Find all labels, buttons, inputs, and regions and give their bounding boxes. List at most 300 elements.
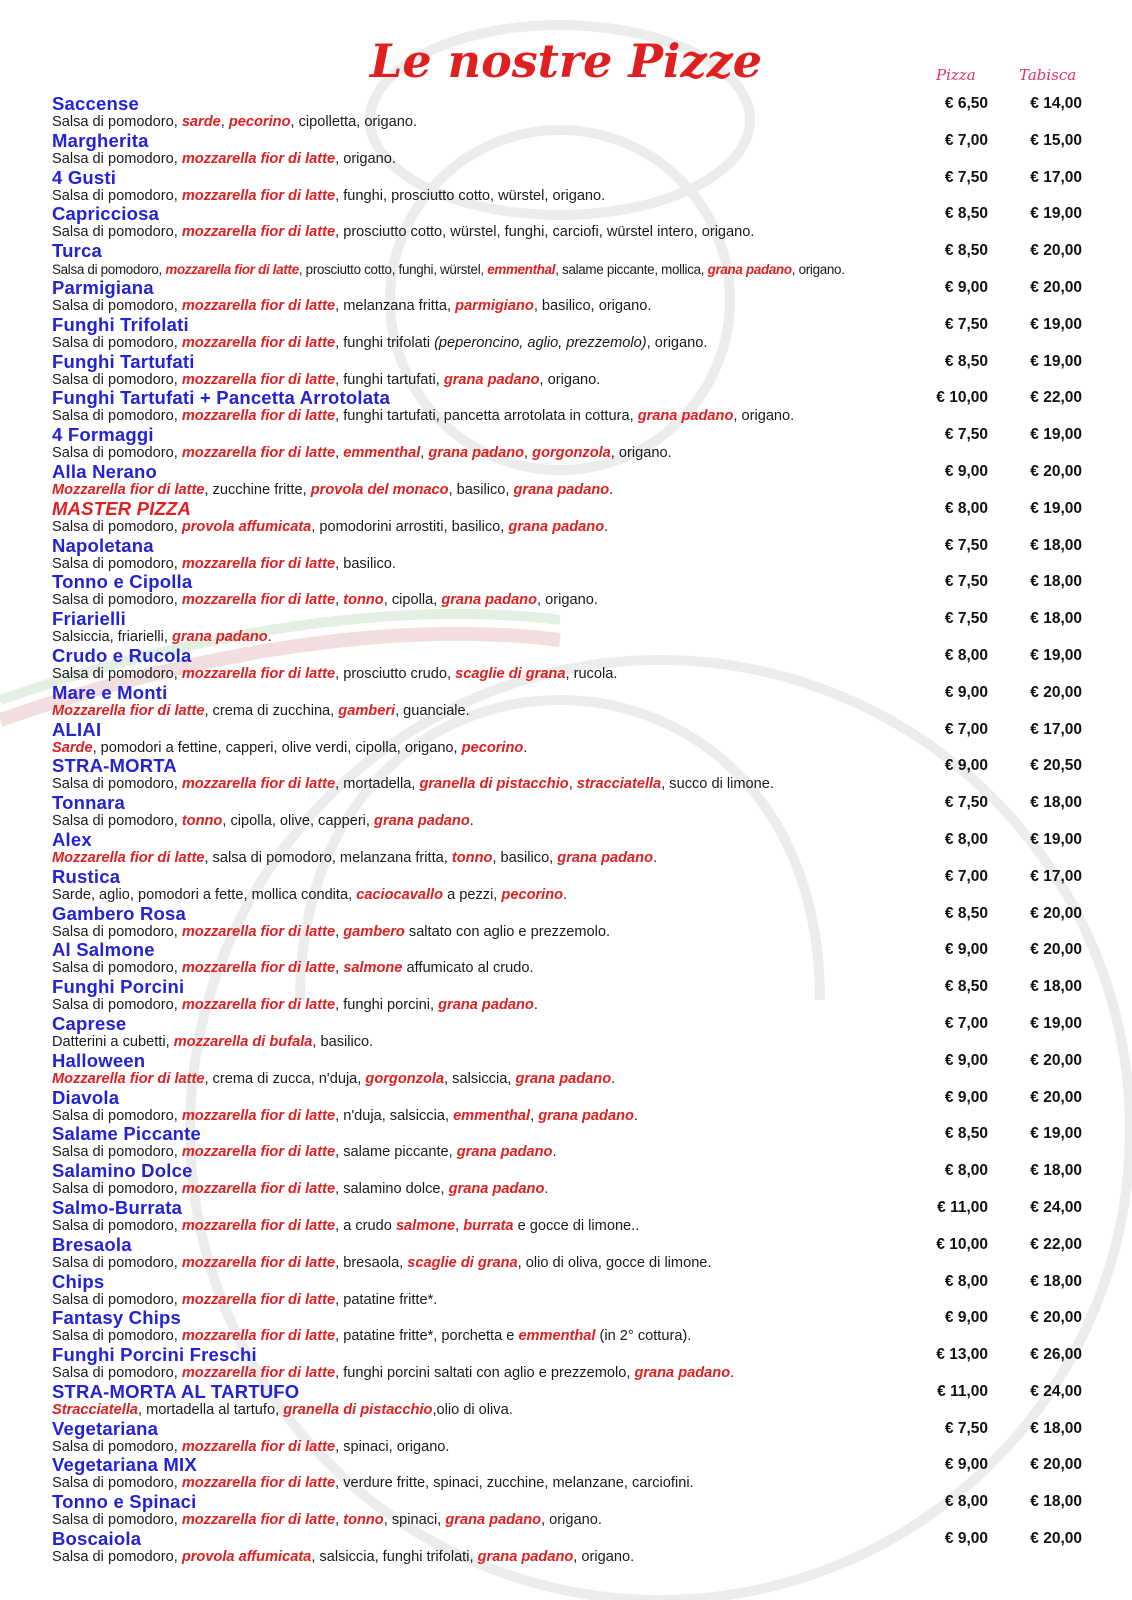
ingredient-text: , origano. [733,408,795,425]
list-item [0,609,1132,646]
pizza-name: Bresaola [52,1233,132,1255]
ingredient-text: Sarde, aglio, pomodori a fette, mollica condita, [52,886,357,903]
ingredient-text: , [568,776,577,793]
highlight-ingredient: provola affumicata [181,518,312,535]
pizza-name: Capricciosa [52,203,160,225]
ingredient-text: , [335,592,344,609]
price-pizza: € 11,00 [937,1382,988,1400]
price-pizza: € 8,00 [944,646,988,664]
ingredient-text: , [335,960,344,977]
price-pizza: € 8,00 [944,830,988,848]
pizza-ingredients [52,997,538,1014]
highlight-ingredient: gamberi [338,702,396,719]
ingredient-text: , origano. [646,334,708,351]
list-item [0,168,1132,205]
pizza-ingredients [52,887,567,904]
pizza-ingredients [52,1255,711,1272]
ingredient-text: , funghi porcini, [335,997,439,1014]
pizza-name: Tonno e Spinaci [52,1491,197,1513]
pizza-name: Vegetariana [52,1417,159,1439]
ingredient-text: ,olio di oliva. [432,1401,513,1418]
highlight-ingredient: mozzarella fior di latte [181,555,336,572]
list-item [0,793,1132,830]
highlight-ingredient: mozzarella fior di latte [181,187,336,204]
highlight-ingredient: provola del monaco [310,481,449,498]
highlight-ingredient: mozzarella fior di latte [181,408,336,425]
pizza-ingredients [52,1475,694,1492]
ingredient-text: , pomodori a fettine, capperi, olive verdi, cipolla, origano, [92,739,462,756]
highlight-ingredient: grana padano [557,849,653,866]
pizza-ingredients [52,960,534,977]
pizza-ingredients [52,703,470,720]
highlight-ingredient: salmone [395,1217,456,1234]
ingredient-text: Salsa di pomodoro, [52,297,182,314]
pizza-name: Salame Piccante [52,1123,202,1145]
ingredient-text: , [335,923,344,940]
highlight-ingredient: tonno [343,592,384,609]
highlight-ingredient: mozzarella fior di latte [181,997,336,1014]
ingredient-text: , spinaci, origano. [335,1438,450,1455]
price-tabisca: € 22,00 [1030,389,1082,407]
list-item [0,352,1132,389]
ingredient-text: , origano. [573,1549,635,1566]
highlight-ingredient: grana padano [445,1512,542,1529]
pizza-name: Boscaiola [52,1528,142,1550]
highlight-ingredient: mozzarella fior di latte [181,776,336,793]
highlight-ingredient: parmigiano [455,297,534,314]
ingredient-text: . [730,1365,735,1382]
pizza-name: Alla Nerano [52,460,158,482]
highlight-ingredient: mozzarella fior di latte [181,1144,336,1161]
highlight-ingredient: grana padano [634,1365,731,1382]
price-tabisca: € 19,00 [1030,426,1082,444]
pizza-ingredients [52,1365,734,1382]
pizza-name: 4 Formaggi [52,424,154,446]
price-pizza: € 9,00 [944,1051,988,1069]
price-tabisca: € 20,00 [1030,1309,1082,1327]
highlight-ingredient: pecorino [228,114,291,130]
price-tabisca: € 20,00 [1030,1456,1082,1474]
ingredient-text: , basilico. [312,1033,374,1050]
pizza-ingredients [52,813,474,830]
price-pizza: € 8,00 [944,1162,988,1180]
ingredient-text: , funghi tartufati, [335,371,444,388]
price-tabisca: € 19,00 [1030,205,1082,223]
ingredient-text: . [609,481,614,498]
pizza-ingredients [52,519,608,536]
ingredient-text: , [420,445,429,462]
highlight-ingredient: mozzarella fior di latte [181,1107,336,1124]
price-tabisca: € 20,00 [1030,1088,1082,1106]
list-item [0,462,1132,499]
ingredient-text: Salsa di pomodoro, [52,1181,182,1198]
highlight-ingredient: mozzarella fior di latte [181,1254,336,1271]
pizza-name: Salmo-Burrata [52,1196,183,1218]
highlight-ingredient: grana padano [538,1107,634,1124]
highlight-ingredient: grana padano [637,408,734,425]
ingredient-text: , funghi trifolati [335,334,435,351]
price-tabisca: € 18,00 [1030,978,1082,996]
price-pizza: € 7,50 [944,794,988,812]
highlight-ingredient: mozzarella fior di latte [181,150,336,167]
ingredient-text: Salsa di pomodoro, [52,262,166,278]
ingredient-text: Salsa di pomodoro, [52,371,182,388]
highlight-ingredient: gorgonzola [532,445,611,462]
ingredient-text: , [335,1512,344,1529]
ingredient-text: , origano. [610,445,672,462]
price-pizza: € 9,00 [944,1530,988,1548]
ingredient-text: , funghi tartufati, pancetta arrotolata in cottura, [335,408,638,425]
list-item [0,388,1132,425]
ingredient-text: , cipolla, [383,592,442,609]
list-item [0,1455,1132,1492]
highlight-ingredient: grana padano [172,629,268,646]
pizza-ingredients [52,1512,602,1529]
ingredient-text: Salsa di pomodoro, [52,1254,182,1271]
price-tabisca: € 15,00 [1030,131,1082,149]
pizza-ingredients [52,776,774,793]
pizza-ingredients [52,1292,437,1309]
list-item [0,683,1132,720]
price-pizza: € 8,50 [944,904,988,922]
price-tabisca: € 19,00 [1030,1014,1082,1032]
pizza-ingredients [52,666,617,683]
ingredient-text: Salsa di pomodoro, [52,445,182,462]
pizza-ingredients [52,924,610,941]
pizza-name: Funghi Trifolati [52,313,189,335]
ingredient-text: , salamino dolce, [335,1181,449,1198]
price-tabisca: € 19,00 [1030,646,1082,664]
pizza-ingredients [52,335,707,352]
price-tabisca: € 19,00 [1030,1125,1082,1143]
highlight-ingredient: burrata [463,1217,514,1234]
price-tabisca: € 20,00 [1030,242,1082,260]
ingredient-text: Salsa di pomodoro, [52,150,182,167]
highlight-ingredient: scaglie di grana [455,665,566,682]
ingredient-text: . [633,1107,638,1124]
ingredient-text: , bresaola, [335,1254,408,1271]
list-item [0,278,1132,315]
highlight-ingredient: mozzarella fior di latte [181,1512,336,1529]
price-tabisca: € 17,00 [1030,720,1082,738]
ingredient-text: . [552,1144,557,1161]
price-tabisca: € 18,00 [1030,573,1082,591]
highlight-ingredient: grana padano [438,997,534,1014]
highlight-ingredient: stracciatella [576,776,662,793]
ingredient-text: , origano. [541,1512,602,1529]
pizza-name: 4 Gusti [52,166,117,188]
ingredient-text: Salsa di pomodoro, [52,1217,182,1234]
pizza-ingredients [52,188,605,205]
pizza-name: Funghi Tartufati + Pancetta Arrotolata [52,387,391,409]
pizza-name: STRA-MORTA AL TARTUFO [52,1380,300,1402]
highlight-ingredient: grana padano [443,371,540,388]
price-tabisca: € 18,00 [1030,1419,1082,1437]
ingredient-text: , [335,445,344,462]
list-item [0,977,1132,1014]
ingredient-text: , succo di limone. [661,776,774,793]
highlight-ingredient: mozzarella fior di latte [181,334,336,351]
highlight-ingredient: mozzarella fior di latte [181,1328,336,1345]
ingredient-text: , mortadella al tartufo, [138,1401,284,1418]
price-tabisca: € 20,00 [1030,941,1082,959]
ingredient-text: , salsiccia, [444,1070,516,1087]
pizza-ingredients [52,740,527,757]
list-item [0,1272,1132,1309]
ingredient-text: Salsa di pomodoro, [52,114,182,130]
highlight-ingredient: caciocavallo [356,886,444,903]
price-tabisca: € 20,50 [1030,757,1082,775]
pizza-name: Salamino Dolce [52,1160,193,1182]
pizza-ingredients [52,1144,557,1161]
ingredient-text: Salsa di pomodoro, [52,960,182,977]
highlight-ingredient: mozzarella fior di latte [181,297,336,314]
ingredient-text: Salsa di pomodoro, [52,813,182,830]
price-pizza: € 8,00 [944,1272,988,1290]
price-tabisca: € 18,00 [1030,610,1082,628]
highlight-ingredient: grana padano [456,1144,553,1161]
ingredient-text: Salsa di pomodoro, [52,776,182,793]
list-item [0,1124,1132,1161]
ingredient-text: Salsa di pomodoro, [52,997,182,1014]
ingredient-text: Salsa di pomodoro, [52,1438,182,1455]
ingredient-text: e gocce di limone.. [513,1217,640,1234]
ingredient-text: Salsa di pomodoro, [52,555,182,572]
price-tabisca: € 14,00 [1030,95,1082,112]
highlight-ingredient: grana padano [515,1070,612,1087]
highlight-ingredient: gambero [343,923,405,940]
highlight-ingredient: provola affumicata [181,1549,312,1566]
ingredient-text: , basilico, [492,849,558,866]
highlight-ingredient: grana padano [513,481,610,498]
highlight-ingredient: mozzarella fior di latte [181,1291,336,1308]
pizza-name: Chips [52,1270,105,1292]
highlight-ingredient: mozzarella fior di latte [181,665,336,682]
list-item [0,536,1132,573]
price-tabisca: € 17,00 [1030,867,1082,885]
ingredient-text: , salame piccante, [335,1144,457,1161]
list-item [0,204,1132,241]
price-pizza: € 8,50 [944,352,988,370]
pizza-name: Funghi Porcini Freschi [52,1344,257,1366]
list-item [0,1014,1132,1051]
price-tabisca: € 19,00 [1030,352,1082,370]
list-item [0,241,1132,278]
ingredient-text: . [652,849,658,866]
ingredient-text: , guanciale. [395,702,470,719]
ingredient-text: , origano. [791,262,845,278]
pizza-name: Tonnara [52,792,126,814]
pizza-ingredients [52,556,396,573]
pizza-ingredients [52,298,651,315]
ingredient-text: Salsa di pomodoro, [52,1107,182,1124]
pizza-ingredients [52,1108,638,1125]
ingredient-text: affumicato al crudo. [402,960,534,977]
highlight-ingredient: Sarde [52,739,93,756]
price-tabisca: € 18,00 [1030,794,1082,812]
list-item [0,646,1132,683]
price-tabisca: € 22,00 [1030,1235,1082,1253]
price-pizza: € 9,00 [944,278,988,296]
price-pizza: € 9,00 [944,1088,988,1106]
price-pizza: € 7,50 [944,536,988,554]
highlight-ingredient: Mozzarella fior di latte [52,1070,205,1087]
ingredient-text: . [544,1181,549,1198]
list-item [0,1235,1132,1272]
pizza-ingredients [52,592,598,609]
price-pizza: € 7,50 [944,610,988,628]
price-pizza: € 7,50 [944,315,988,333]
price-tabisca: € 20,00 [1030,1051,1082,1069]
highlight-ingredient: Mozzarella fior di latte [52,702,205,719]
highlight-ingredient: mozzarella di bufala [173,1033,313,1050]
highlight-ingredient: emmenthal [343,445,421,462]
column-header-tabisca: Tabisca [1019,66,1077,84]
pizza-ingredients [52,1328,691,1345]
list-item [0,830,1132,867]
list-item [0,315,1132,352]
list-item [0,867,1132,904]
highlight-ingredient: mozzarella fior di latte [165,262,299,278]
ingredient-text: , crema di zucchina, [204,702,339,719]
ingredient-text: , prosciutto crudo, [335,665,456,682]
ingredient-text: . [523,739,528,756]
ingredient-text: saltato con aglio e prezzemolo. [404,923,611,940]
pizza-name: Friarielli [52,608,126,630]
ingredient-text: Salsa di pomodoro, [52,665,182,682]
ingredient-text: (in 2° cottura). [595,1328,692,1345]
price-tabisca: € 19,00 [1030,499,1082,517]
list-item [0,94,1132,131]
pizza-name: Crudo e Rucola [52,644,192,666]
ingredient-text: Salsa di pomodoro, [52,1512,182,1529]
price-pizza: € 10,00 [936,389,988,407]
highlight-ingredient: mozzarella fior di latte [181,224,336,241]
list-item [0,940,1132,977]
price-tabisca: € 26,00 [1030,1346,1082,1364]
pizza-name: Gambero Rosa [52,902,186,924]
highlight-ingredient: mozzarella fior di latte [181,445,336,462]
pizza-ingredients [52,1402,513,1419]
pizza-ingredients [52,1439,449,1456]
highlight-ingredient: mozzarella fior di latte [181,1181,336,1198]
ingredient-text: Salsa di pomodoro, [52,224,182,241]
price-tabisca: € 18,00 [1030,536,1082,554]
pizza-name: Margherita [52,129,149,151]
list-item [0,1529,1132,1566]
list-item [0,720,1132,757]
price-tabisca: € 18,00 [1030,1162,1082,1180]
highlight-ingredient: mozzarella fior di latte [181,371,336,388]
pizza-name: ALIAI [52,718,102,740]
pizza-name: Al Salmone [52,939,155,961]
ingredient-text: , spinaci, [383,1512,446,1529]
pizza-name: Funghi Porcini [52,976,185,998]
highlight-ingredient: Stracciatella [52,1401,138,1418]
highlight-ingredient: Mozzarella fior di latte [52,481,205,498]
price-tabisca: € 19,00 [1030,830,1082,848]
pizza-name: Turca [52,240,103,262]
list-item [0,1308,1132,1345]
price-tabisca: € 18,00 [1030,1493,1082,1511]
price-pizza: € 9,00 [944,462,988,480]
ingredient-text: , melanzana fritta, [335,297,456,314]
highlight-ingredient: emmenthal [487,262,556,278]
highlight-ingredient: tonno [451,849,493,866]
pizza-ingredients [52,224,754,241]
ingredient-text: , zucchine fritte, [204,481,311,498]
price-pizza: € 9,00 [944,941,988,959]
list-item [0,425,1132,462]
pizza-name: STRA-MORTA [52,755,177,777]
ingredient-text: Salsa di pomodoro, [52,1549,182,1566]
ingredient-text: , cipolla, olive, capperi, [222,813,375,830]
price-tabisca: € 24,00 [1030,1382,1082,1400]
pizza-ingredients [52,1549,634,1566]
ingredient-text: . [267,629,272,646]
price-pizza: € 10,00 [936,1235,988,1253]
pizza-name: Vegetariana MIX [52,1454,197,1476]
price-pizza: € 8,50 [944,978,988,996]
highlight-ingredient: grana padano [448,1181,545,1198]
ingredient-text: , origano. [335,150,396,167]
price-pizza: € 7,00 [944,1014,988,1032]
ingredient-text: Salsa di pomodoro, [52,334,182,351]
ingredient-text: , rucola. [565,665,618,682]
ingredient-text: . [469,813,474,830]
pizza-ingredients [52,1218,639,1235]
highlight-ingredient: mozzarella fior di latte [181,1365,336,1382]
price-tabisca: € 20,00 [1030,1530,1082,1548]
highlight-ingredient: Mozzarella fior di latte [52,849,205,866]
pizza-name: Tonno e Cipolla [52,571,193,593]
highlight-ingredient: grana padano [441,592,538,609]
list-item [0,1419,1132,1456]
pizza-ingredients [52,114,417,131]
price-tabisca: € 24,00 [1030,1198,1082,1216]
pizza-name: Diavola [52,1086,120,1108]
pizza-ingredients [52,1071,615,1088]
list-item [0,131,1132,168]
price-tabisca: € 20,00 [1030,278,1082,296]
ingredient-text: Salsa di pomodoro, [52,1291,182,1308]
pizza-ingredients [52,482,613,499]
ingredient-text: Salsa di pomodoro, [52,1328,182,1345]
highlight-ingredient: mozzarella fior di latte [181,592,336,609]
highlight-ingredient: grana padano [707,262,792,278]
pizza-name: Funghi Tartufati [52,350,195,372]
ingredient-text: Salsa di pomodoro, [52,408,182,425]
price-pizza: € 9,00 [944,683,988,701]
ingredient-text: , basilico, origano. [533,297,652,314]
pizza-name: Rustica [52,865,121,887]
ingredient-text: , patatine fritte*. [335,1291,438,1308]
ingredient-text: a pezzi, [443,886,502,903]
ingredient-text: , basilico, [448,481,514,498]
ingredient-text: Salsa di pomodoro, [52,1475,182,1492]
pizza-name: Saccense [52,93,139,114]
highlight-ingredient: emmenthal [518,1328,596,1345]
price-pizza: € 8,50 [944,1125,988,1143]
ingredient-text: , [524,445,533,462]
price-tabisca: € 20,00 [1030,904,1082,922]
list-item [0,904,1132,941]
price-pizza: € 7,00 [944,131,988,149]
ingredient-text: , prosciutto cotto, funghi, würstel, [298,262,488,278]
ingredient-text: , cipolletta, origano. [290,114,418,130]
ingredient-text: . [533,997,538,1014]
highlight-ingredient: granella di pistacchio [283,1401,433,1418]
